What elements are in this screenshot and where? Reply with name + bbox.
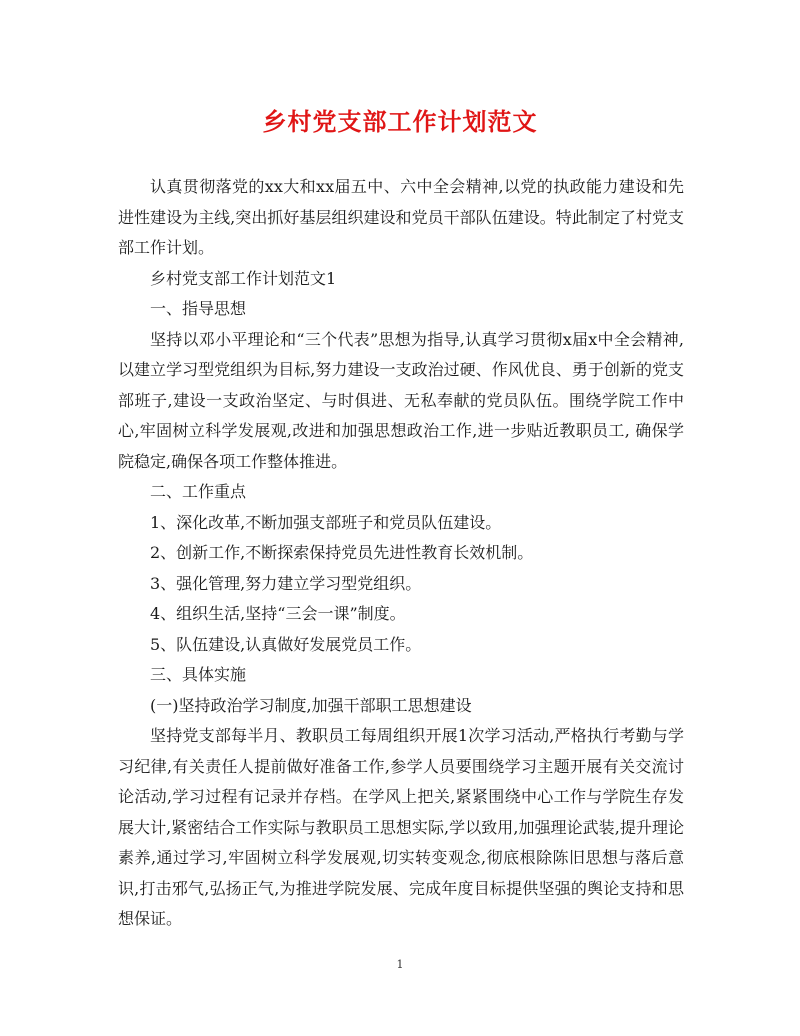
subsection-heading: 二、工作重点	[150, 482, 247, 501]
list-item: 1、深化改革,不断加强支部班子和党员队伍建设。	[150, 512, 502, 532]
intro-paragraph: 认真贯彻落党的xx大和xx届五中、六中全会精神,以党的执政能力建设和先进性建设为主线,突出抓好基层组织建设和党员干部队伍建设。特此制定了村党支部工作计划。	[118, 177, 684, 257]
page-number: 1	[396, 958, 404, 971]
subsection-heading: (一)坚持政治学习制度,加强干部职工思想建设	[150, 695, 472, 715]
list-item: 2、创新工作,不断探索保持党员先进性教育长效机制。	[150, 543, 534, 562]
body-paragraph: 坚持党支部每半月、教职员工每周组织开展1次学习活动,严格执行考勤与学习纪律,有关责任人提前做好准备工作,参学人员要围绕学习主题开展有关交流讨论活动,学习过程有记录并存档。在学风上把关,紧紧围绕中心工作与学院生存发展大计,紧密结合工作实际与教职员工思想实际,学以致用,加强理论武装,提升理论素养,通过学习,牢固树立科学发展观,切实转变观念,彻底根除陈旧思想与落后意识,打击邪气,弘扬正气,为推进学院发展、完成年度目标提供坚强的舆论支持和思想保证。	[118, 726, 684, 928]
section-heading: 乡村党支部工作计划范文1	[150, 268, 337, 288]
list-item: 3、强化管理,努力建立学习型党组织。	[150, 573, 422, 593]
body-paragraph: 坚持以邓小平理论和“三个代表”思想为指导,认真学习贯彻x届x中全会精神,以建立学习型党组织为目标,努力建设一支政治过硬、作风优良、勇于创新的党支部班子,建设一支政治坚定、与时俱进、无私奉献的党员队伍。围绕学院工作中心,牢固树立科学发展观,改进和加强思想政治工作,进一步贴近教职员工, 确保学院稳定,确保各项工作整体推进。	[118, 329, 684, 471]
list-item: 5、队伍建设,认真做好发展党员工作。	[150, 634, 422, 654]
subsection-heading: 三、具体实施	[150, 665, 247, 684]
list-item: 4、组织生活,坚持“三会一课”制度。	[150, 604, 406, 623]
subsection-heading: 一、指导思想	[150, 299, 247, 318]
document-title: 乡村党支部工作计划范文	[262, 107, 538, 136]
document-body	[118, 172, 684, 935]
